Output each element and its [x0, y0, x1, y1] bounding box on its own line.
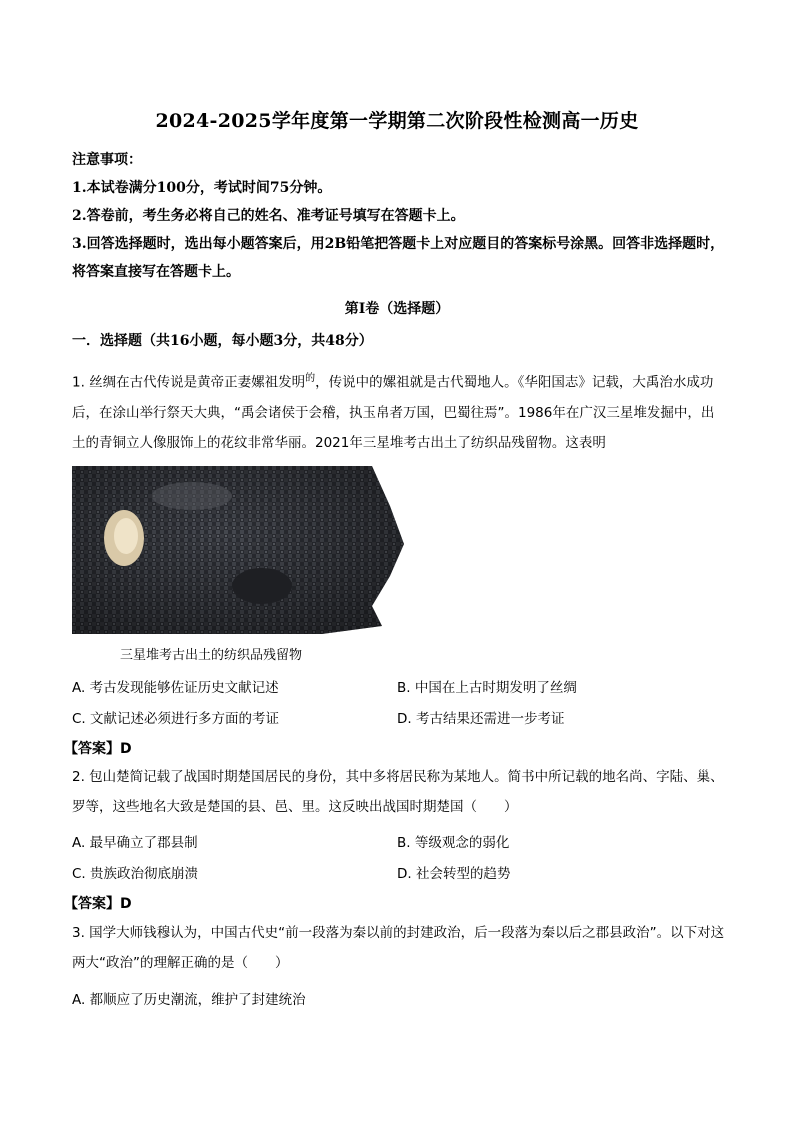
- page-title: 2024-2025学年度第一学期第二次阶段性检测高一历史: [155, 110, 639, 132]
- question-1-superscript: 的: [305, 373, 316, 384]
- option-a[interactable]: A. 考古发现能够佐证历史文献记述: [72, 679, 279, 696]
- question-3-options: [72, 982, 727, 1013]
- option-d[interactable]: D. 考古结果还需进一步考证: [397, 710, 565, 727]
- question-1-text: [72, 364, 727, 458]
- notes-block: [72, 146, 727, 286]
- option-c[interactable]: C. 文献记述必须进行多方面的考证: [72, 710, 280, 727]
- question-1-text-a: 1. 丝绸在古代传说是黄帝正妻嫘祖发明: [72, 374, 306, 391]
- option-a[interactable]: A. 最早确立了郡县制: [72, 834, 198, 851]
- question-1-text-b: ，传说中的嫘祖就是古代蜀地人。《华阳国志》记载，大禹治水成功后，在涂山举行祭天大典，“禹会诸侯于会稽，执玉帛者万国，巴蜀往焉”。1986年在广汉三星堆发掘中，出土的青铜立人像服饰上的花纹非常华丽。2021年三星堆考古出土了纺织品残留物。这表明: [72, 374, 715, 451]
- option-d[interactable]: D. 社会转型的趋势: [397, 865, 511, 882]
- option-b[interactable]: B. 等级观念的弱化: [397, 834, 510, 851]
- textile-residue-image: [72, 466, 404, 634]
- question-2-options: [72, 825, 727, 887]
- question-2-answer: 【答案】D: [64, 896, 132, 912]
- question-3-text: 3. 国学大师钱穆认为，中国古代史“前一段落为秦以前的封建政治，后一段落为秦以后之郡县政治”。以下对这两大“政治”的理解正确的是（ ）: [72, 925, 725, 971]
- section-title: 一．选择题（共16小题，每小题3分，共48分）: [72, 333, 373, 349]
- note-item: 3.回答选择题时，选出每小题答案后，用2B铅笔把答题卡上对应题目的答案标号涂黑。回答非选择题时，将答案直接写在答题卡上。: [72, 236, 725, 280]
- question-1-options: [72, 670, 727, 732]
- note-item: 2.答卷前，考生务必将自己的姓名、准考证号填写在答题卡上。: [72, 208, 465, 224]
- notes-heading: 注意事项：: [72, 152, 142, 168]
- textile-residue-photo: [72, 466, 404, 634]
- option-b[interactable]: B. 中国在上古时期发明了丝绸: [397, 679, 577, 696]
- figure-caption: 三星堆考古出土的纺织品残留物: [120, 648, 303, 663]
- question-2-text: 2. 包山楚简记载了战国时期楚国居民的身份，其中多将居民称为某地人。简书中所记载的地名尚、字陆、巢、罗等，这些地名大致是楚国的县、邑、里。这反映出战国时期楚国（ ）: [72, 769, 724, 815]
- option-a[interactable]: A. 都顺应了历史潮流，维护了封建统治: [72, 991, 306, 1008]
- note-item: 1.本试卷满分100分，考试时间75分钟。: [72, 180, 332, 196]
- section-heading: 第Ⅰ卷（选择题）: [344, 301, 450, 317]
- option-c[interactable]: C. 贵族政治彻底崩溃: [72, 865, 199, 882]
- question-1-answer: 【答案】D: [64, 741, 132, 757]
